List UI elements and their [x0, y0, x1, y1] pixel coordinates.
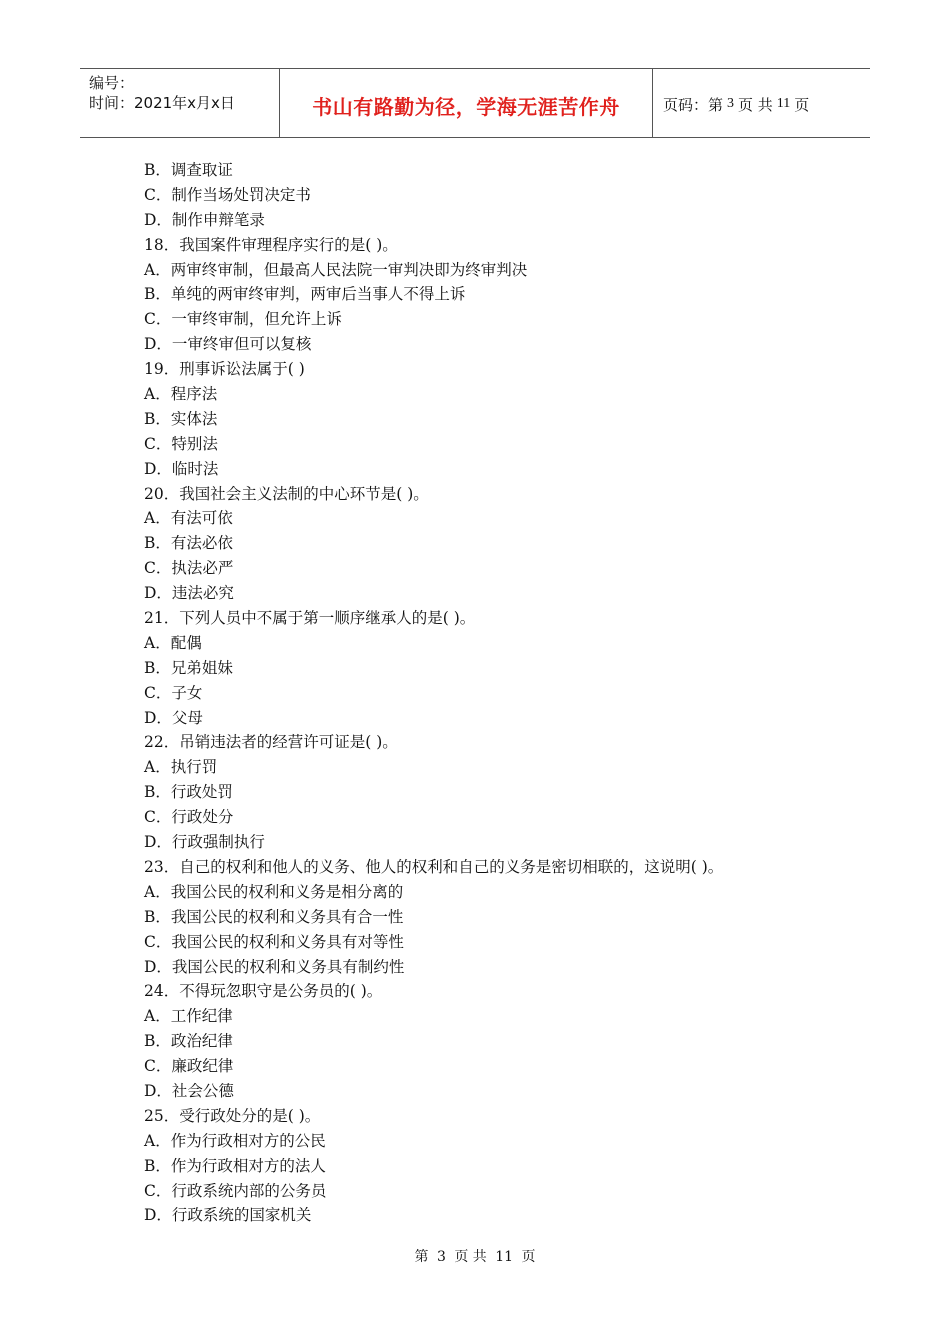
text-line: D．一审终审但可以复核	[144, 335, 312, 354]
header-meta	[80, 69, 280, 137]
text-line: C．廉政纪律	[144, 1057, 234, 1076]
text-line: 23．自己的权利和他人的义务、他人的权利和自己的义务是密切相联的，这说明( )。	[144, 857, 724, 876]
page-footer	[0, 1246, 950, 1266]
text-line: A．作为行政相对方的公民	[144, 1131, 326, 1150]
header-page-info	[653, 69, 870, 137]
page-suffix: 页	[794, 95, 810, 114]
text-line: D．我国公民的权利和义务具有制约性	[144, 957, 405, 976]
text-line: A．两审终审制，但最高人民法院一审判决即为终审判决	[144, 260, 528, 279]
page-prefix: 页码：第	[663, 95, 724, 114]
page-header	[80, 68, 870, 138]
text-line: A．执行罚	[144, 758, 218, 777]
text-line: B．调查取证	[144, 161, 233, 179]
page-total: 11	[776, 96, 791, 111]
text-line: D．违法必究	[144, 584, 234, 603]
text-line: 25．受行政处分的是( )。	[144, 1106, 321, 1125]
text-line: B．作为行政相对方的法人	[144, 1156, 326, 1175]
footer-total: 11	[495, 1249, 514, 1265]
text-line: A．程序法	[144, 385, 218, 404]
text-line: C．我国公民的权利和义务具有对等性	[144, 932, 404, 951]
question-list	[144, 158, 864, 1228]
text-line: A．我国公民的权利和义务是相分离的	[144, 882, 404, 901]
text-line: D．行政强制执行	[144, 833, 265, 852]
text-line: 24．不得玩忽职守是公务员的( )。	[144, 982, 383, 1001]
header-motto: 书山有路勤为径，学海无涯苦作舟	[280, 69, 653, 137]
text-line: A．工作纪律	[144, 1007, 233, 1026]
footer-prefix: 第	[414, 1249, 429, 1265]
text-line: C．制作当场处罚决定书	[144, 185, 311, 204]
text-line: C．执法必严	[144, 559, 234, 578]
text-line: B．兄弟姐妹	[144, 658, 233, 677]
page-mid: 页 共	[738, 95, 773, 114]
text-line: B．实体法	[144, 409, 218, 428]
text-line: 19．刑事诉讼法属于( )	[144, 360, 305, 379]
text-line: 18．我国案件审理程序实行的是( )。	[144, 235, 398, 254]
text-line: B．行政处罚	[144, 783, 233, 802]
footer-suffix: 页	[521, 1249, 536, 1265]
text-line: 21．下列人员中不属于第一顺序继承人的是( )。	[144, 609, 476, 628]
text-line: D．临时法	[144, 459, 219, 478]
text-line: B．单纯的两审终审判，两审后当事人不得上诉	[144, 285, 466, 304]
text-line: B．我国公民的权利和义务具有合一性	[144, 907, 404, 926]
text-line: A．有法可依	[144, 509, 233, 528]
page-current: 3	[727, 96, 735, 111]
text-line: 22．吊销违法者的经营许可证是( )。	[144, 733, 398, 752]
number-label: 编号：	[89, 74, 135, 92]
text-line: D．父母	[144, 708, 203, 727]
text-line: C．特别法	[144, 434, 218, 453]
text-line: C．一审终审制，但允许上诉	[144, 310, 342, 329]
text-line: C．行政处分	[144, 808, 234, 827]
text-line: 20．我国社会主义法制的中心环节是( )。	[144, 484, 429, 503]
text-line: B．有法必依	[144, 534, 233, 553]
text-line: A．配偶	[144, 633, 202, 652]
footer-mid: 页 共	[454, 1249, 487, 1265]
text-line: D．行政系统的国家机关	[144, 1206, 312, 1225]
text-line: C．子女	[144, 683, 203, 702]
text-line: D．制作申辩笔录	[144, 210, 265, 229]
text-line: C．行政系统内部的公务员	[144, 1181, 327, 1200]
footer-current: 3	[436, 1249, 446, 1265]
text-line: B．政治纪律	[144, 1032, 233, 1051]
time-label: 时间：2021年x月x日	[89, 94, 235, 112]
text-line: D．社会公德	[144, 1081, 234, 1100]
